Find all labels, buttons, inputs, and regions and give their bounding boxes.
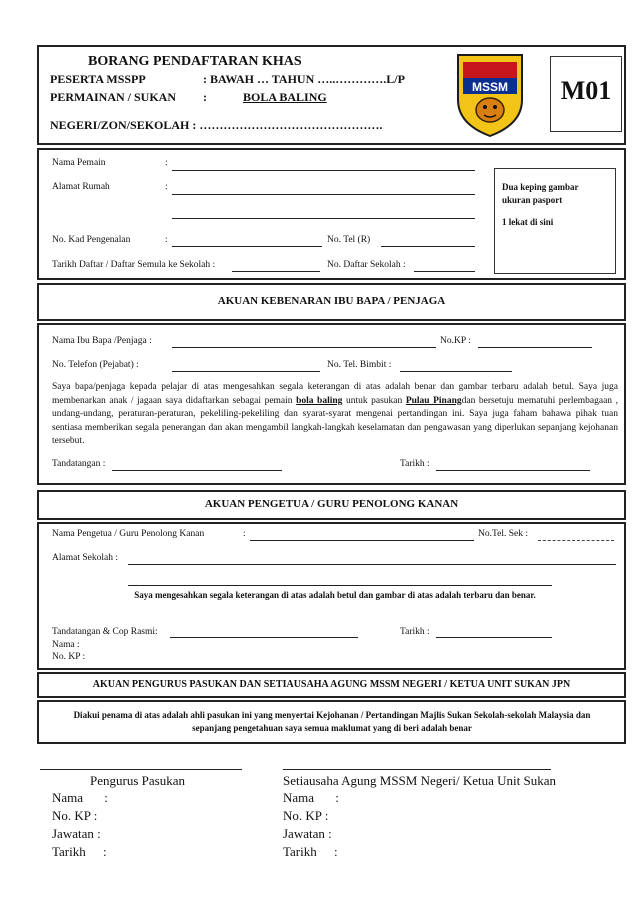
principal-sign-label: Tandatangan & Cop Rasmi: [52, 627, 158, 637]
secretary-nama: Nama : [283, 790, 339, 805]
state-zone-school: NEGERI/ZON/SEKOLAH : ………………………………………. [50, 118, 383, 132]
sport-colon: : [203, 90, 207, 104]
form-title: BORANG PENDAFTARAN KHAS [88, 54, 302, 69]
office-tel-label: No. Telefon (Pejabat) : [52, 360, 139, 370]
register-date-field[interactable] [232, 271, 320, 272]
form-code: M01 [560, 76, 612, 105]
office-tel-field[interactable] [172, 371, 320, 372]
principal-date-field[interactable] [436, 637, 552, 638]
management-heading: AKUAN PENGURUS PASUKAN DAN SETIAUSAHA AGUNG MSSM NEGERI / KETUA UNIT SUKAN JPN [92, 679, 571, 690]
secretary-title: Setiausaha Agung MSSM Negeri/ Ketua Unit Sukan [283, 773, 556, 788]
sport-label: PERMAINAN / SUKAN [50, 90, 176, 104]
parent-date-field[interactable] [436, 470, 590, 471]
register-no-field[interactable] [414, 271, 475, 272]
school-address-field-2[interactable] [128, 585, 552, 586]
ic-number-field[interactable] [172, 246, 322, 247]
principal-heading: AKUAN PENGETUA / GURU PENOLONG KANAN [204, 498, 459, 510]
school-tel-field[interactable] [538, 540, 614, 541]
secretary-sign-line[interactable] [283, 769, 551, 770]
principal-confirmation: Saya mengesahkan segala keterangan di atas adalah betul dan gambar di atas adalah terbaru dan benar. [134, 590, 536, 600]
principal-nama-label: Nama : [52, 640, 80, 650]
manager-title: Pengurus Pasukan [90, 773, 185, 788]
parent-name-label: Nama Ibu Bapa /Penjaga : [52, 336, 152, 346]
home-tel-field[interactable] [381, 246, 475, 247]
photo-instruction-1: Dua keping gambar [502, 182, 579, 192]
player-name-colon: : [165, 158, 168, 168]
principal-name-label: Nama Pengetua / Guru Penolong Kanan [52, 529, 205, 539]
principal-date-label: Tarikh : [400, 627, 430, 637]
manager-nama: Nama : [52, 790, 108, 805]
sport-value: BOLA BALING [243, 90, 327, 104]
parent-kp-field[interactable] [478, 347, 592, 348]
principal-sign-field[interactable] [170, 637, 358, 638]
photo-instruction-2: ukuran pasport [502, 195, 563, 205]
parent-sign-field[interactable] [112, 470, 282, 471]
parent-date-label: Tarikh : [400, 459, 430, 469]
parent-kp-label: No.KP : [440, 336, 471, 346]
player-name-field[interactable] [172, 170, 475, 171]
parent-declaration: Saya bapa/penjaga kepada pelajar di atas mengesahkan segala keterangan di atas adalah benar dan gambar terbaru adalah betul. Saya juga membenarkan anak / jagaan saya didaftarkan sebagai pemain bola baling untuk pasukan Pulau Pinangdan bersetuju mematuhi perlembagaan , undang-undang, peraturan-peraturan, pekeliling-pekeliling dan syarat-syarat mengenai pertandingan ini. Saya juga faham bahawa pihak tuan sentiasa memberikan segala penerangan dan akan mengambil langkah-langkah keselamatan dan pengawasan yang diperlukan sepanjang kejohanan tersebut. [52, 382, 618, 446]
school-address-field-1[interactable] [128, 564, 616, 565]
secretary-kp: No. KP : [283, 808, 329, 823]
management-statement: Diakui penama di atas adalah ahli pasukan ini yang menyertai Kejohanan / Pertandingan Majlis Sukan Sekolah-sekolah Malaysia dan sepanjang pengetahuan saya semua maklumat yang di beri adalah benar [73, 710, 591, 733]
svg-text:MSSM: MSSM [472, 80, 508, 94]
principal-name-colon: : [243, 529, 246, 539]
parent-sign-label: Tandatangan : [52, 459, 106, 469]
school-tel-label: No.Tel. Sek : [478, 529, 528, 539]
participant-value: : BAWAH … TAHUN …..………….L/P [203, 72, 405, 86]
manager-jawatan: Jawatan : [52, 826, 101, 841]
home-address-label: Alamat Rumah [52, 182, 110, 192]
school-address-label: Alamat Sekolah : [52, 553, 118, 563]
ic-number-colon: : [165, 235, 168, 245]
secretary-tarikh: Tarikh : [283, 844, 338, 859]
manager-kp: No. KP : [52, 808, 98, 823]
principal-name-field[interactable] [250, 540, 474, 541]
register-date-label: Tarikh Daftar / Daftar Semula ke Sekolah : [52, 260, 216, 270]
secretary-jawatan: Jawatan : [283, 826, 332, 841]
manager-sign-line[interactable] [40, 769, 242, 770]
principal-kp-label: No. KP : [52, 652, 86, 662]
home-tel-label: No. Tel (R) [327, 235, 371, 245]
home-address-field-2[interactable] [172, 218, 475, 219]
participant-label: PESERTA MSSPP [50, 72, 146, 86]
mssm-logo [455, 52, 525, 138]
parent-name-field[interactable] [172, 347, 436, 348]
parent-heading: AKUAN KEBENARAN IBU BAPA / PENJAGA [217, 295, 446, 307]
manager-tarikh: Tarikh : [52, 844, 107, 859]
mobile-tel-field[interactable] [400, 371, 512, 372]
photo-instruction-3: 1 lekat di sini [502, 217, 554, 227]
home-address-colon: : [165, 182, 168, 192]
mobile-tel-label: No. Tel. Bimbit : [327, 360, 392, 370]
ic-number-label: No. Kad Pengenalan [52, 235, 131, 245]
home-address-field-1[interactable] [172, 194, 475, 195]
player-name-label: Nama Pemain [52, 158, 106, 168]
register-no-label: No. Daftar Sekolah : [327, 260, 406, 270]
